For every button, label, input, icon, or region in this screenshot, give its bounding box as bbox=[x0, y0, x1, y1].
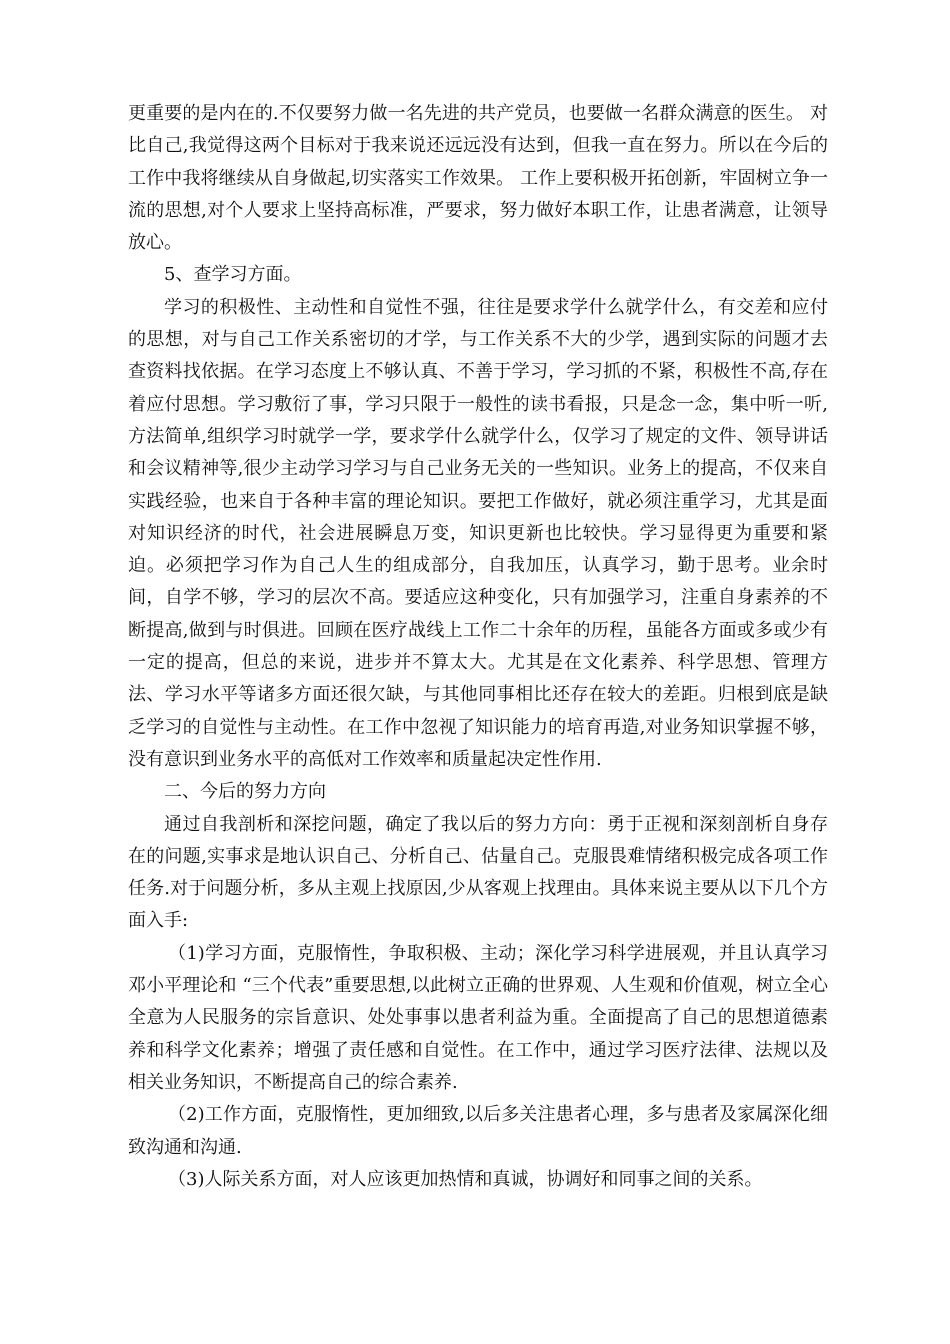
list-item-relations: （3)人际关系方面，对人应该更加热情和真诚，协调好和同事之间的关系。 bbox=[168, 1168, 763, 1190]
paragraph-study-issues: 学习的积极性、主动性和自觉性不强，往往是要求学什么就学什么，有交差和应付的思想，对与自己工作关系密切的才学，与工作关系不大的少学，遇到实际的问题才去查资料找依据。在学习态度上不够认真、不善于学习，学习抓的不紧，积极性不高,存在着应付思想。学习敷衍了事，学习只限于一般性的读书看报，只是念一念，集中听一听,方法简单,组织学习时就学一学，要求学什么就学什么，仅学习了规定的文件、领导讲话和会议精神等,很少主动学习学习与自己业务无关的一些知识。业务上的提高，不仅来自实践经验，也来自于各种丰富的理论知识。要把工作做好，就必须注重学习，尤其是面对知识经济的时代，社会进展瞬息万变，知识更新也比较快。学习显得更为重要和紧迫。必须把学习作为自己人生的组成部分，自我加压，认真学习，勤于思考。业余时间，自学不够，学习的层次不高。要适应这种变化，只有加强学习，注重自身素养的不断提高,做到与时俱进。回顾在医疗战线上工作二十余年的历程，虽能各方面或多或少有一定的提高，但总的来说，进步并不算太大。尤其是在文化素养、科学思想、管理方法、学习水平等诸多方面还很欠缺，与其他同事相比还存在较大的差距。归根到底是缺乏学习的自觉性与主动性。在工作中忽视了知识能力的培育再造,对业务知识掌握不够，没有意识到业务水平的高低对工作效率和质量起决定性作用. bbox=[128, 296, 828, 770]
paragraph-future-direction: 通过自我剖析和深挖问题，确定了我以后的努力方向：勇于正视和深刻剖析自身存在的问题,实事求是地认识自己、分析自己、估量自己。克服畏难情绪积极完成各项工作任务.对于问题分析，多从主观上找原因,少从客观上找理由。具体来说主要从以下几个方面入手: bbox=[128, 813, 828, 932]
list-item-study: （1)学习方面，克服惰性，争取积极、主动；深化学习科学进展观，并且认真学习邓小平理论和 “三个代表”重要思想,以此树立正确的世界观、人生观和价值观，树立全心全意为人民服务的宗旨意识、处处事事以患者利益为重。全面提高了自己的思想道德素养和科学文化素养；增强了责任感和自觉性。在工作中，通过学习医疗法律、法规以及相关业务知识，不断提高自己的综合素养. bbox=[128, 942, 828, 1093]
document-body bbox=[128, 98, 828, 1196]
list-item-work: （2)工作方面，克服惰性，更加细致,以后多关注患者心理，多与患者及家属深化细致沟通和沟通. bbox=[128, 1104, 828, 1158]
section-heading-study: 5、查学习方面。 bbox=[164, 264, 302, 286]
section-heading-future-direction: 二、今后的努力方向 bbox=[164, 781, 326, 803]
paragraph-continuation: 更重要的是内在的.不仅要努力做一名先进的共产党员，也要做一名群众满意的医生。 对比自己,我觉得这两个目标对于我来说还远远没有达到，但我一直在努力。所以在今后的工作中我将继续从自身做起,切实落实工作效果。 工作上要积极开拓创新，牢固树立争一流的思想,对个人要求上坚持高标准，严要求，努力做好本职工作，让患者满意，让领导放心。 bbox=[128, 103, 828, 254]
